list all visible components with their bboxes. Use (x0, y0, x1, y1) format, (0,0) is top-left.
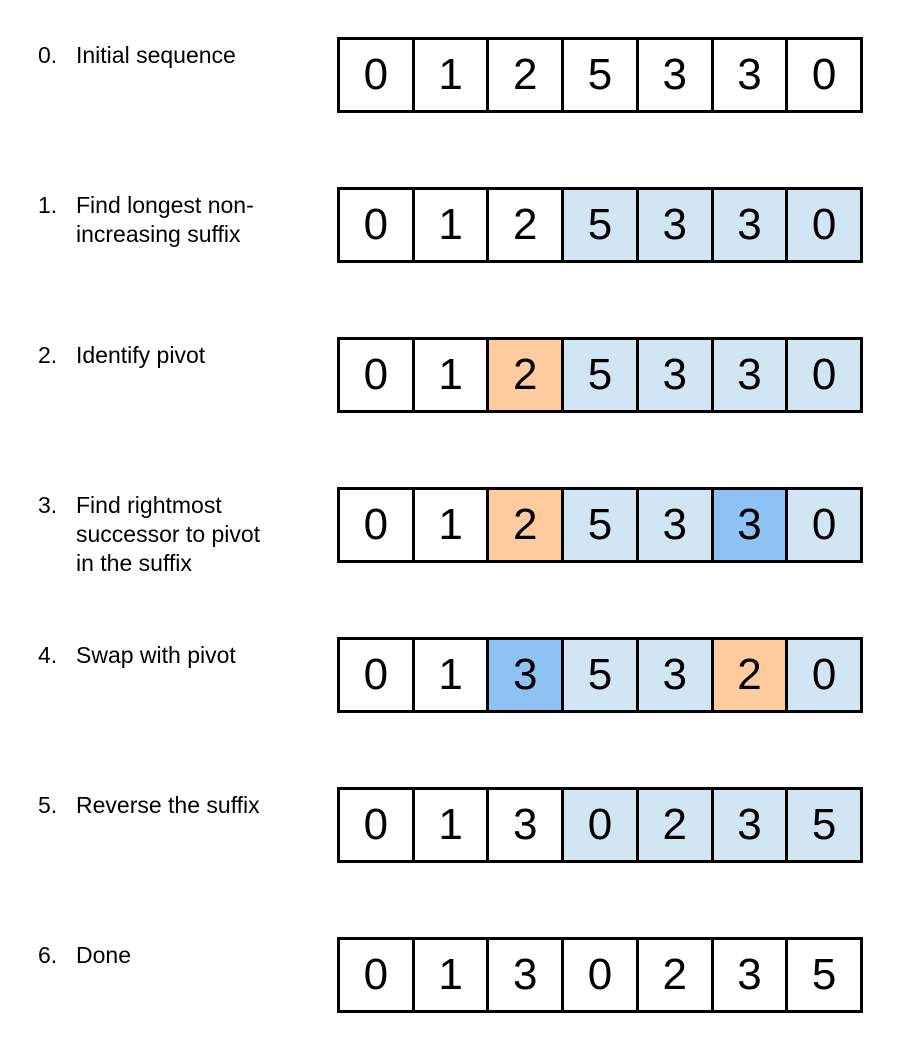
step-description: Find longest non- increasing suffix (76, 192, 254, 247)
sequence-cell-plain: 0 (340, 340, 415, 410)
sequence-cell-plain: 0 (340, 190, 415, 260)
sequence-cell-suffix: 5 (788, 790, 860, 860)
sequence-cell-plain: 3 (489, 940, 564, 1010)
step-label (38, 491, 318, 578)
step-number: 4. (38, 642, 58, 668)
sequence-cell-suffix: 3 (639, 640, 714, 710)
sequence-cell-pivot: 2 (714, 640, 789, 710)
sequence-cell-plain: 3 (714, 940, 789, 1010)
sequence-cell-plain: 3 (489, 790, 564, 860)
sequence-cell-successor: 3 (489, 640, 564, 710)
sequence-cell-plain: 5 (788, 940, 860, 1010)
step-description: Initial sequence (76, 42, 236, 68)
sequence-cell-suffix: 3 (714, 190, 789, 260)
sequence-cell-plain: 2 (489, 190, 564, 260)
step-label (38, 791, 318, 820)
step-number: 5. (38, 792, 58, 818)
sequence-cell-plain: 0 (340, 640, 415, 710)
step-number: 0. (38, 42, 58, 68)
sequence-cell-suffix: 2 (639, 790, 714, 860)
sequence-cell-suffix: 3 (639, 340, 714, 410)
sequence-cell-successor: 3 (714, 490, 789, 560)
sequence-cell-suffix: 3 (639, 190, 714, 260)
step-description: Reverse the suffix (76, 792, 260, 818)
sequence-cell-suffix: 3 (639, 490, 714, 560)
step-label (38, 341, 318, 370)
sequence-cell-plain: 0 (340, 790, 415, 860)
sequence-array (337, 787, 863, 863)
sequence-cell-plain: 1 (415, 190, 490, 260)
sequence-cell-plain: 1 (415, 790, 490, 860)
sequence-cell-plain: 0 (340, 490, 415, 560)
sequence-cell-plain: 0 (564, 940, 639, 1010)
sequence-array (337, 37, 863, 113)
step-label (38, 191, 318, 249)
sequence-cell-suffix: 0 (788, 340, 860, 410)
sequence-cell-suffix: 0 (564, 790, 639, 860)
step-number: 2. (38, 342, 58, 368)
sequence-cell-plain: 0 (340, 40, 415, 110)
sequence-cell-plain: 1 (415, 940, 490, 1010)
sequence-cell-plain: 1 (415, 40, 490, 110)
sequence-cell-plain: 1 (415, 640, 490, 710)
sequence-cell-pivot: 2 (489, 490, 564, 560)
sequence-array (337, 337, 863, 413)
sequence-cell-plain: 0 (788, 40, 860, 110)
step-description: Identify pivot (76, 342, 206, 368)
sequence-cell-plain: 2 (489, 40, 564, 110)
sequence-cell-plain: 2 (639, 940, 714, 1010)
step-label (38, 41, 318, 70)
sequence-cell-suffix: 0 (788, 490, 860, 560)
sequence-cell-suffix: 5 (564, 340, 639, 410)
step-label (38, 941, 318, 970)
sequence-array (337, 487, 863, 563)
step-label (38, 641, 318, 670)
sequence-array (337, 937, 863, 1013)
sequence-cell-plain: 3 (639, 40, 714, 110)
sequence-cell-suffix: 5 (564, 190, 639, 260)
step-description: Swap with pivot (76, 642, 236, 668)
sequence-cell-plain: 5 (564, 40, 639, 110)
sequence-cell-suffix: 5 (564, 640, 639, 710)
sequence-cell-plain: 0 (340, 940, 415, 1010)
step-number: 6. (38, 942, 58, 968)
sequence-cell-suffix: 0 (788, 640, 860, 710)
sequence-cell-plain: 3 (714, 40, 789, 110)
sequence-cell-suffix: 3 (714, 340, 789, 410)
sequence-cell-suffix: 5 (564, 490, 639, 560)
step-description: Done (76, 942, 131, 968)
step-description: Find rightmost successor to pivot in the suffix (76, 492, 261, 576)
sequence-cell-plain: 1 (415, 490, 490, 560)
sequence-cell-suffix: 3 (714, 790, 789, 860)
sequence-array (337, 637, 863, 713)
step-number: 1. (38, 192, 58, 218)
sequence-cell-suffix: 0 (788, 190, 860, 260)
step-number: 3. (38, 492, 58, 518)
sequence-cell-pivot: 2 (489, 340, 564, 410)
sequence-cell-plain: 1 (415, 340, 490, 410)
sequence-array (337, 187, 863, 263)
